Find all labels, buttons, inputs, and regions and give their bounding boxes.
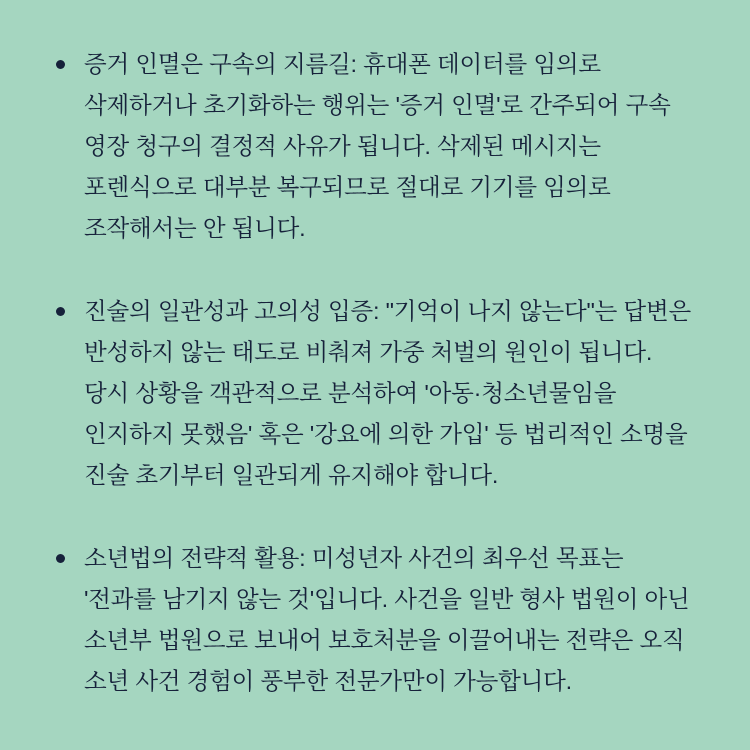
bullet-list: [48, 44, 700, 702]
list-item: [48, 291, 700, 496]
filled-dot-icon: [56, 60, 65, 69]
list-item: [48, 44, 700, 249]
filled-dot-icon: [56, 307, 65, 316]
list-item: [48, 538, 700, 702]
list-item-text: 소년법의 전략적 활용: 미성년자 사건의 최우선 목표는 '전과를 남기지 않는 것'입니다. 사건을 일반 형사 법원이 아닌 소년부 법원으로 보내어 보호처분을 이끌어내는 전략은 오직 소년 사건 경험이 풍부한 전문가만이 가능합니다.: [84, 545, 690, 694]
filled-dot-icon: [56, 554, 65, 563]
list-item-text: 증거 인멸은 구속의 지름길: 휴대폰 데이터를 임의로 삭제하거나 초기화하는 행위는 '증거 인멸'로 간주되어 구속 영장 청구의 결정적 사유가 됩니다. 삭제된 메시지는 포렌식으로 대부분 복구되므로 절대로 기기를 임의로 조작해서는 안 됩니다.: [84, 51, 671, 241]
list-item-text: 진술의 일관성과 고의성 입증: "기억이 나지 않는다"는 답변은 반성하지 않는 태도로 비춰져 가중 처벌의 원인이 됩니다. 당시 상황을 객관적으로 분석하여 '아동·청소년물임을 인지하지 못했음' 혹은 '강요에 의한 가입' 등 법리적인 소명을 진술 초기부터 일관되게 유지해야 합니다.: [84, 298, 691, 488]
